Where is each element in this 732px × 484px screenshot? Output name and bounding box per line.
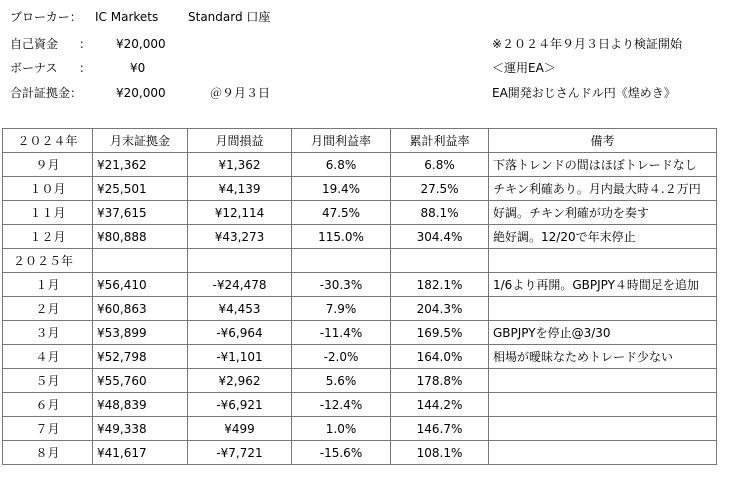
header-year: ２０２４年 [3,129,93,153]
pnl-cell: -¥6,964 [188,321,292,345]
header-notes: 備考 [489,129,717,153]
pnl-cell: ¥4,453 [188,297,292,321]
bonus-value: ¥0 [130,61,146,75]
table-row [3,177,717,201]
table-row [3,417,717,441]
performance-table [2,128,717,465]
balance-cell: ¥21,362 [93,153,188,177]
table-row [3,321,717,345]
note-cell: チキン利確あり。月内最大時４.２万円 [489,177,717,201]
account-type: Standard 口座 [188,10,271,24]
rate-cell: -30.3% [292,273,391,297]
empty-cell [188,249,292,273]
bonus-colon: ： [79,61,92,75]
cumulative-cell: 6.8% [391,153,489,177]
bonus-label: ボーナス [10,61,58,75]
note-cell [489,417,717,441]
month-cell: １月 [3,273,93,297]
ea-name: EA開発おじさんドル円《煌めき》 [492,86,676,100]
balance-cell: ¥48,839 [93,393,188,417]
table-row [3,345,717,369]
month-cell: ２月 [3,297,93,321]
empty-cell [292,249,391,273]
table-row [3,201,717,225]
cumulative-cell: 108.1% [391,441,489,465]
capital-value: ¥20,000 [116,37,166,51]
broker-value: IC Markets [95,10,159,24]
rate-cell: 1.0% [292,417,391,441]
rate-cell: -12.4% [292,393,391,417]
month-cell: ５月 [3,369,93,393]
cumulative-cell: 88.1% [391,201,489,225]
pnl-cell: -¥24,478 [188,273,292,297]
balance-cell: ¥49,338 [93,417,188,441]
rate-cell: 6.8% [292,153,391,177]
pnl-cell: -¥1,101 [188,345,292,369]
note-cell [489,441,717,465]
month-cell: １１月 [3,201,93,225]
empty-cell [489,249,717,273]
cumulative-cell: 27.5% [391,177,489,201]
capital-colon: ： [79,37,92,51]
margin-date: ＠９月３日 [210,86,271,100]
note-cell: 絶好調。12/20で年末停止 [489,225,717,249]
balance-cell: ¥55,760 [93,369,188,393]
note-cell [489,369,717,393]
empty-cell [93,249,188,273]
month-cell: ７月 [3,417,93,441]
note-cell: 下落トレンドの間はほぼトレードなし [489,153,717,177]
rate-cell: -2.0% [292,345,391,369]
header-rate: 月間利益率 [292,129,391,153]
balance-cell: ¥52,798 [93,345,188,369]
cumulative-cell: 178.8% [391,369,489,393]
rate-cell: 19.4% [292,177,391,201]
year-label: ２０２５年 [3,249,93,273]
cumulative-cell: 182.1% [391,273,489,297]
month-cell: ８月 [3,441,93,465]
empty-cell [391,249,489,273]
pnl-cell: ¥12,114 [188,201,292,225]
pnl-cell: ¥2,962 [188,369,292,393]
note-cell: 1/6より再開。GBPJPY４時間足を追加 [489,273,717,297]
header-cumulative: 累計利益率 [391,129,489,153]
balance-cell: ¥25,501 [93,177,188,201]
month-cell: ６月 [3,393,93,417]
margin-value: ¥20,000 [116,86,166,100]
table-row [3,441,717,465]
account-summary [0,0,732,128]
ea-label: ＜運用EA＞ [492,61,556,75]
cumulative-cell: 204.3% [391,297,489,321]
year-row [3,249,717,273]
pnl-cell: -¥6,921 [188,393,292,417]
table-row [3,393,717,417]
note-cell [489,393,717,417]
note-cell: GBPJPYを停止@3/30 [489,321,717,345]
note-cell: 相場が曖昧なためトレード少ない [489,345,717,369]
capital-label: 自己資金 [10,37,59,51]
balance-cell: ¥53,899 [93,321,188,345]
note-cell [489,297,717,321]
month-cell: １０月 [3,177,93,201]
rate-cell: -11.4% [292,321,391,345]
month-cell: ９月 [3,153,93,177]
pnl-cell: ¥4,139 [188,177,292,201]
note-cell: 好調。チキン利確が功を奏す [489,201,717,225]
rate-cell: -15.6% [292,441,391,465]
month-cell: ３月 [3,321,93,345]
pnl-cell: -¥7,721 [188,441,292,465]
rate-cell: 115.0% [292,225,391,249]
pnl-cell: ¥43,273 [188,225,292,249]
rate-cell: 7.9% [292,297,391,321]
pnl-cell: ¥499 [188,417,292,441]
cumulative-cell: 169.5% [391,321,489,345]
cumulative-cell: 146.7% [391,417,489,441]
month-cell: １２月 [3,225,93,249]
balance-cell: ¥37,615 [93,201,188,225]
verification-start-note: ※２０２４年９月３日より検証開始 [492,37,683,51]
month-cell: ４月 [3,345,93,369]
balance-cell: ¥80,888 [93,225,188,249]
table-row [3,369,717,393]
rate-cell: 47.5% [292,201,391,225]
header-pnl: 月間損益 [188,129,292,153]
cumulative-cell: 144.2% [391,393,489,417]
header-balance: 月末証拠金 [93,129,188,153]
broker-label: ブローカー： [10,10,82,24]
balance-cell: ¥60,863 [93,297,188,321]
margin-label: 合計証拠金： [10,86,83,100]
table-row [3,225,717,249]
table-row [3,153,717,177]
rate-cell: 5.6% [292,369,391,393]
balance-cell: ¥41,617 [93,441,188,465]
table-row [3,297,717,321]
table-header-row [3,129,717,153]
cumulative-cell: 164.0% [391,345,489,369]
table-row [3,273,717,297]
pnl-cell: ¥1,362 [188,153,292,177]
balance-cell: ¥56,410 [93,273,188,297]
cumulative-cell: 304.4% [391,225,489,249]
